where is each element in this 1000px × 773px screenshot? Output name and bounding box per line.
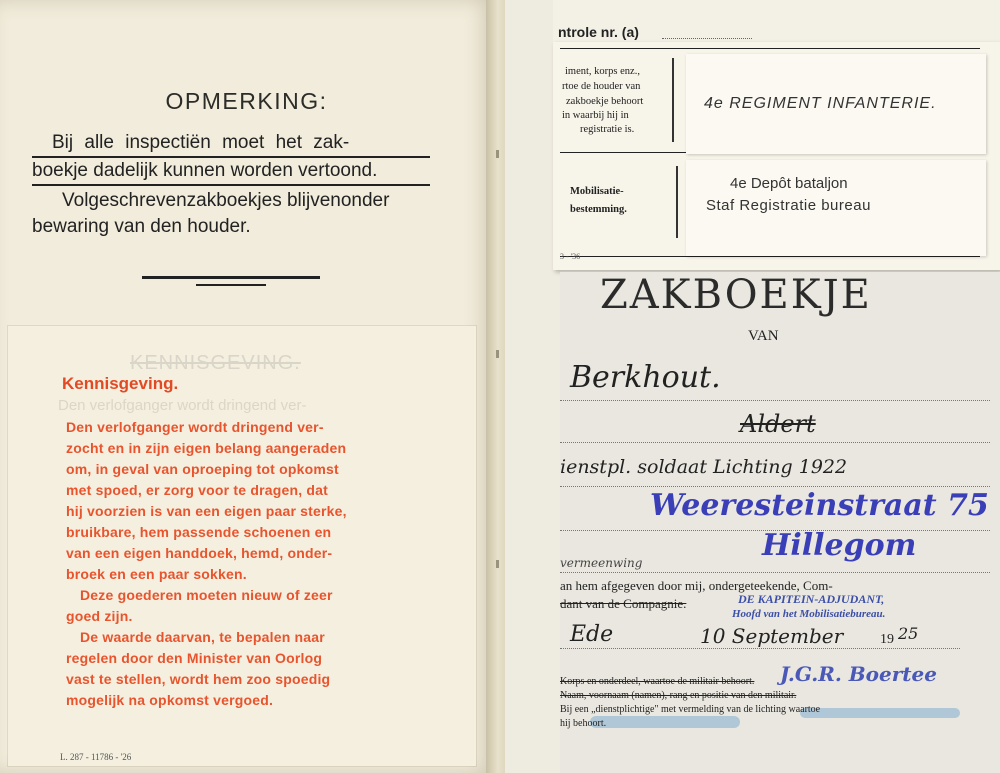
brace [676,166,678,238]
zakboekje-title: ZAKBOEKJE [600,272,872,318]
notice-line: om, in geval van oproeping tot opkomst [66,461,339,477]
controle-label: ntrole nr. (a) [558,24,639,40]
hoofd-stamp: Hoofd van het Mobilisatiebureau. [732,608,886,620]
opmerking-line-1: Bij alle inspectiën moet het zak- [52,132,350,153]
notice-line: Deze goederen moeten nieuw of zeer [80,587,333,603]
reg-label-line: rtoe de houder van [562,81,641,92]
notice-line: regelen door den Minister van Oorlog [66,650,323,666]
ghost-line: Den verlofganger wordt dringend ver- [58,397,307,414]
place-handwritten: Ede [570,622,614,647]
reg-label-line: in waarbij hij in [562,110,629,121]
stitch [496,350,499,358]
print-code: L. 287 - 11786 - '26 [60,752,132,762]
controle-dotted-line [662,38,752,39]
footnote-line: hij behoort. [560,718,607,729]
ink-smudge [800,708,960,718]
year-prefix: 19 [880,632,894,647]
city-handwritten: Hillegom [762,528,917,563]
ink-smudge [590,716,740,728]
notice-line: hij voorzien is van een eigen paar sterke, [66,503,347,519]
notice-line: met spoed, er zorg voor te dragen, dat [66,482,328,498]
notice-line: van een eigen handdoek, hemd, onder- [66,545,333,561]
compagnie-line: dant van de Compagnie. [560,596,687,611]
mob-label-line: Mobilisatie- [570,186,624,197]
brace [672,58,674,142]
dotted-line [560,400,990,401]
street-handwritten: Weeresteinstraat 75 [650,488,989,523]
form-code: 3 - '36 [560,252,581,261]
notice-line: Den verlofganger wordt dringend ver- [66,419,324,435]
opmerking-line-2: boekje dadelijk kunnen worden vertoond. [32,160,378,181]
opmerking-heading: OPMERKING: [165,88,328,114]
underline-1 [32,156,430,158]
date-handwritten: 10 September [700,624,844,648]
vermeenwing-note: vermeenwing [560,556,643,570]
depot-stamp-line: Staf Registratie bureau [706,197,871,214]
divider-rule [142,276,320,279]
notice-line: goed zijn. [66,608,133,624]
dotted-line [560,486,990,487]
form-rule [560,48,980,49]
afgegeven-line: an hem afgegeven door mij, ondergeteekende, Com- [560,578,833,593]
notice-line: mogelijk na opkomst vergoed. [66,692,274,708]
dotted-line [560,442,990,443]
notice-title: Kennisgeving. [62,374,179,393]
stitch [496,150,499,158]
dotted-line [560,572,990,573]
van-label: VAN [748,328,779,344]
underline-2 [32,184,430,186]
mob-label-line: bestemming. [570,204,627,215]
surname-handwritten: Berkhout. [570,360,721,395]
depot-stamp-line: 4e Depôt bataljon [730,175,848,192]
stitch [496,560,499,568]
dotted-line [560,648,960,649]
signature: J.G.R. Boertee [780,662,937,686]
footnote-line: Naam, voornaam (namen), rang en positie van den militair. [560,690,797,701]
notice-line: bruikbare, hem passende schoenen en [66,524,332,540]
notice-line: vast te stellen, wordt hem zoo spoedig [66,671,331,687]
divider-rule-short [196,284,266,286]
kapitein-stamp: DE KAPITEIN-ADJUDANT, [738,592,885,606]
year-handwritten: 25 [898,624,919,643]
opmerking-line-3: Volgeschrevenzakboekjes blijvenonder [62,190,390,211]
reg-label-line: registratie is. [580,124,635,135]
notice-line: broek en een paar sokken. [66,566,247,582]
reg-label-line: iment, korps enz., [565,66,640,77]
footnote-line: Korps en onderdeel, waartoe de militair behoort. [560,676,755,687]
reg-label-line: zakboekje behoort [566,96,644,107]
regiment-stamp: 4e REGIMENT INFANTERIE. [704,95,937,112]
firstname-handwritten: Aldert [740,410,816,438]
form-rule [560,256,980,257]
notice-line: zocht en in zijn eigen belang aangeraden [66,440,347,456]
notice-line: De waarde daarvan, te bepalen naar [80,629,325,645]
opmerking-line-4: bewaring van den houder. [32,216,251,237]
footnote-line: Bij een „dienstplichtige" met vermelding van de lichting waartoe [560,704,821,715]
notice-ghost-title: KENNISGEVING. [130,352,301,374]
rank-handwritten: ienstpl. soldaat Lichting 1922 [560,456,848,478]
